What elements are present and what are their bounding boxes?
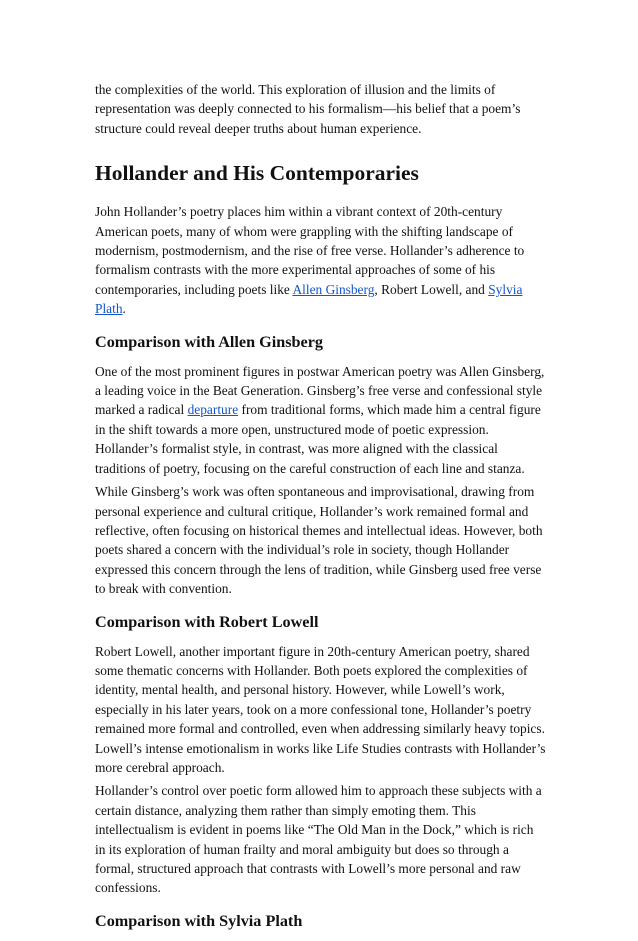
ginsberg-paragraph-1 — [95, 362, 547, 478]
contemporaries-text-1: John Hollander’s poetry places him within a vibrant context of 20th-century American poets, many of whom were grappling with the shifting landscape of modernism, postmodernism, and the rise of free verse. Hollander’s adherence to formalism contrasts with the more experimental approaches of some of his contemporaries, including poets like — [95, 204, 525, 297]
intro-paragraph: the complexities of the world. This exploration of illusion and the limits of representation was deeply connected to his formalism—his belief that a poem’s structure could reveal deeper truths about human experience. — [95, 82, 521, 136]
sylvia-plath-link[interactable]: Sylvia Plath — [95, 281, 523, 317]
contemporaries-text-3: . — [122, 301, 126, 317]
ginsberg-text-2: from traditional forms, which made him a central figure in the shift towards a more open, unstructured mode of poetic expression. Hollander’s formalist style, in contrast, was more aligned with the classical traditions of poetry, focusing on the careful construction of each line and stanza. — [95, 402, 541, 476]
subheading-plath: Comparison with Sylvia Plath — [95, 911, 303, 930]
ginsberg-text-1: One of the most prominent figures in postwar American poetry was Allen Ginsberg, a leading voice in the Beat Generation. Ginsberg’s free verse and confessional style marked a radical — [95, 363, 545, 418]
subheading-ginsberg: Comparison with Allen Ginsberg — [95, 332, 323, 351]
ginsberg-paragraph-2: While Ginsberg’s work was often spontaneous and improvisational, drawing from personal experience and cultural critique, Hollander’s work remained formal and reflective, often focusing on historical themes and intellectual ideas. However, both poets shared a concern with the individual’s role in society, though Hollander expressed this concern through the lens of tradition, while Ginsberg used free verse to break with convention. — [95, 484, 543, 597]
subheading-lowell: Comparison with Robert Lowell — [95, 612, 319, 631]
contemporaries-paragraph — [95, 202, 547, 318]
departure-link[interactable]: departure — [187, 402, 239, 418]
allen-ginsberg-link[interactable]: Allen Ginsberg — [292, 281, 375, 297]
section-heading-contemporaries: Hollander and His Contemporaries — [95, 161, 419, 186]
lowell-paragraph-2: Hollander’s control over poetic form allowed him to approach these subjects with a certain distance, analyzing them rather than simply emoting them. This intellectualism is evident in poems like “The Old Man in the Dock,” which is rich in its exploration of human frailty and moral ambiguity but does so through a formal, structured approach that contrasts with Lowell’s more personal and raw confessions. — [95, 783, 542, 896]
document-page — [95, 80, 547, 941]
lowell-paragraph-1: Robert Lowell, another important figure in 20th-century American poetry, shared some thematic concerns with Hollander. Both poets explored the complexities of identity, mental health, and personal history. However, while Lowell’s work, especially in his later years, took on a more confessional tone, Hollander’s poetry remained more formal and controlled, even when addressing similarly heavy topics. Lowell’s intense emotionalism in works like Life Studies contrasts with Hollander’s more cerebral approach. — [95, 643, 546, 775]
contemporaries-text-2: , Robert Lowell, and — [374, 281, 489, 297]
